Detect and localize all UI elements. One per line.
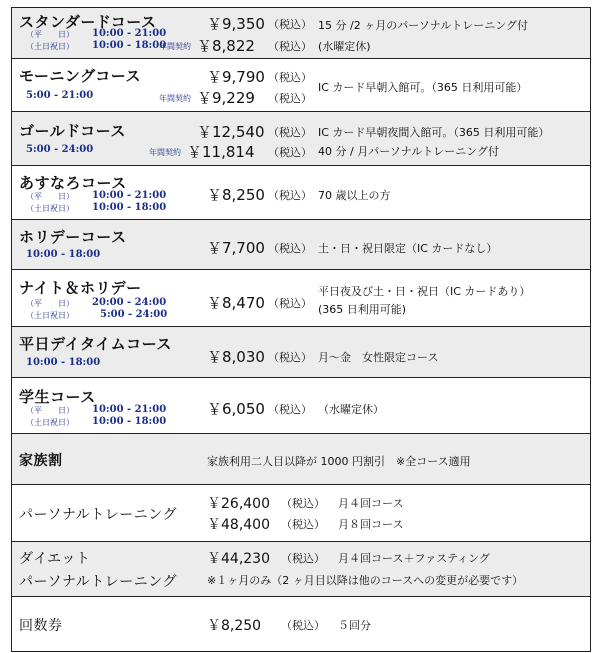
annual-label: 年間契約: [159, 42, 191, 51]
hours-time: 10:00 - 18:00: [92, 202, 167, 213]
diet-note: ※１ヶ月のみ（2 ヶ月目以降は他のコースへの変更が必要です）: [207, 574, 524, 587]
tax-label: （税込）: [281, 619, 325, 632]
tickets-row: [12, 597, 590, 651]
tax-label: （税込）: [268, 40, 312, 53]
course-name: ホリデーコース: [19, 228, 127, 246]
hours-label: （平 日）: [26, 406, 74, 415]
tickets-price: ￥8,250: [207, 618, 262, 634]
diet-row: [12, 542, 590, 597]
course-name: 学生コース: [19, 388, 96, 406]
price: ￥8,470: [207, 294, 265, 312]
course-note: 平日夜及び土・日・祝日（IC カードあり）: [318, 285, 531, 298]
course-name: あすなろコース: [19, 174, 127, 192]
course-row-holiday: [12, 220, 590, 270]
hours-label: （土日祝日）: [26, 42, 74, 51]
course-row-weekday-daytime: [12, 327, 590, 378]
hours-label: （平 日）: [26, 299, 74, 308]
annual-label: 年間契約: [159, 94, 191, 103]
diet-price: ￥44,230: [207, 551, 270, 567]
price: ￥6,050: [207, 400, 265, 418]
course-name: 平日デイタイムコース: [19, 335, 172, 353]
hours-time: 5:00 - 24:00: [26, 144, 94, 155]
hours-time: 10:00 - 18:00: [92, 40, 167, 51]
tax-label: （税込）: [268, 18, 312, 31]
hours-time: 5:00 - 24:00: [100, 309, 168, 320]
hours-label: （土日祝日）: [26, 418, 74, 427]
price-table: [11, 7, 591, 652]
course-row-student: [12, 378, 590, 434]
hours-time: 10:00 - 18:00: [26, 357, 101, 368]
price: ￥9,790: [207, 68, 265, 86]
course-note: 月～金 女性限定コース: [318, 351, 439, 364]
hours-time: 10:00 - 18:00: [26, 249, 101, 260]
tax-label: （税込）: [268, 71, 312, 84]
family-discount-row: [12, 434, 590, 485]
course-note: 70 歳以上の方: [318, 189, 391, 202]
personal-price: ￥48,400: [207, 517, 270, 533]
course-note: (水曜定休): [318, 40, 371, 53]
family-text: 家族利用二人目以降が 1000 円割引 ※全コース適用: [207, 455, 471, 468]
hours-label: （平 日）: [26, 30, 74, 39]
course-name: ナイト＆ホリデー: [19, 279, 142, 297]
price: ￥8,250: [207, 186, 265, 204]
tax-label: （税込）: [281, 552, 325, 565]
diet-name: パーソナルトレーニング: [19, 574, 177, 590]
hours-time: 20:00 - 24:00: [92, 297, 167, 308]
price: ￥8,030: [207, 348, 265, 366]
price: ￥12,540: [197, 123, 265, 141]
tax-label: （税込）: [281, 518, 325, 531]
course-row-asunaro: [12, 166, 590, 220]
tickets-desc: ５回分: [338, 619, 371, 632]
course-row-gold: [12, 112, 590, 166]
personal-desc: 月８回コース: [338, 518, 404, 531]
hours-time: 10:00 - 18:00: [92, 416, 167, 427]
tax-label: （税込）: [268, 126, 312, 139]
diet-desc: 月４回コース＋ファスティング: [338, 552, 490, 565]
course-note: 40 分 / 月パーソナルトレーニング付: [318, 145, 499, 158]
course-note: IC カード早朝夜間入館可。（365 日利用可能）: [318, 126, 550, 139]
hours-time: 10:00 - 21:00: [92, 404, 167, 415]
hours-label: （土日祝日）: [26, 204, 74, 213]
course-row-night-holiday: [12, 270, 590, 327]
tax-label: （税込）: [268, 403, 312, 416]
tax-label: （税込）: [268, 242, 312, 255]
hours-time: 10:00 - 21:00: [92, 28, 167, 39]
tax-label: （税込）: [281, 497, 325, 510]
annual-price: ￥11,814: [187, 143, 255, 161]
course-note: (365 日利用可能): [318, 303, 407, 316]
tax-label: （税込）: [268, 297, 312, 310]
course-row-morning: [12, 59, 590, 112]
course-name: スタンダードコース: [19, 13, 157, 31]
tax-label: （税込）: [268, 92, 312, 105]
course-name: ゴールドコース: [19, 122, 126, 140]
course-note: （水曜定休）: [318, 403, 384, 416]
personal-desc: 月４回コース: [338, 497, 404, 510]
hours-label: （土日祝日）: [26, 311, 74, 320]
personal-price: ￥26,400: [207, 496, 270, 512]
price: ￥9,350: [207, 15, 265, 33]
tax-label: （税込）: [268, 146, 312, 159]
annual-label: 年間契約: [149, 148, 181, 157]
price: ￥7,700: [207, 239, 265, 257]
diet-name: ダイエット: [19, 551, 91, 567]
personal-training-row: [12, 485, 590, 542]
annual-price: ￥8,822: [197, 37, 255, 55]
personal-name: パーソナルトレーニング: [19, 507, 177, 523]
hours-time: 10:00 - 21:00: [92, 190, 167, 201]
hours-time: 5:00 - 21:00: [26, 90, 94, 101]
tickets-name: 回数券: [19, 618, 63, 634]
course-note: 15 分 /2 ヶ月のパーソナルトレーニング付: [318, 19, 528, 32]
hours-label: （平 日）: [26, 192, 74, 201]
family-name: 家族割: [19, 453, 63, 469]
course-note: 土・日・祝日限定（IC カードなし）: [318, 242, 498, 255]
course-name: モーニングコース: [19, 67, 142, 85]
course-row-standard: [12, 8, 590, 59]
course-note: IC カード早朝入館可。（365 日利用可能）: [318, 81, 528, 94]
tax-label: （税込）: [268, 351, 312, 364]
tax-label: （税込）: [268, 189, 312, 202]
annual-price: ￥9,229: [197, 89, 255, 107]
